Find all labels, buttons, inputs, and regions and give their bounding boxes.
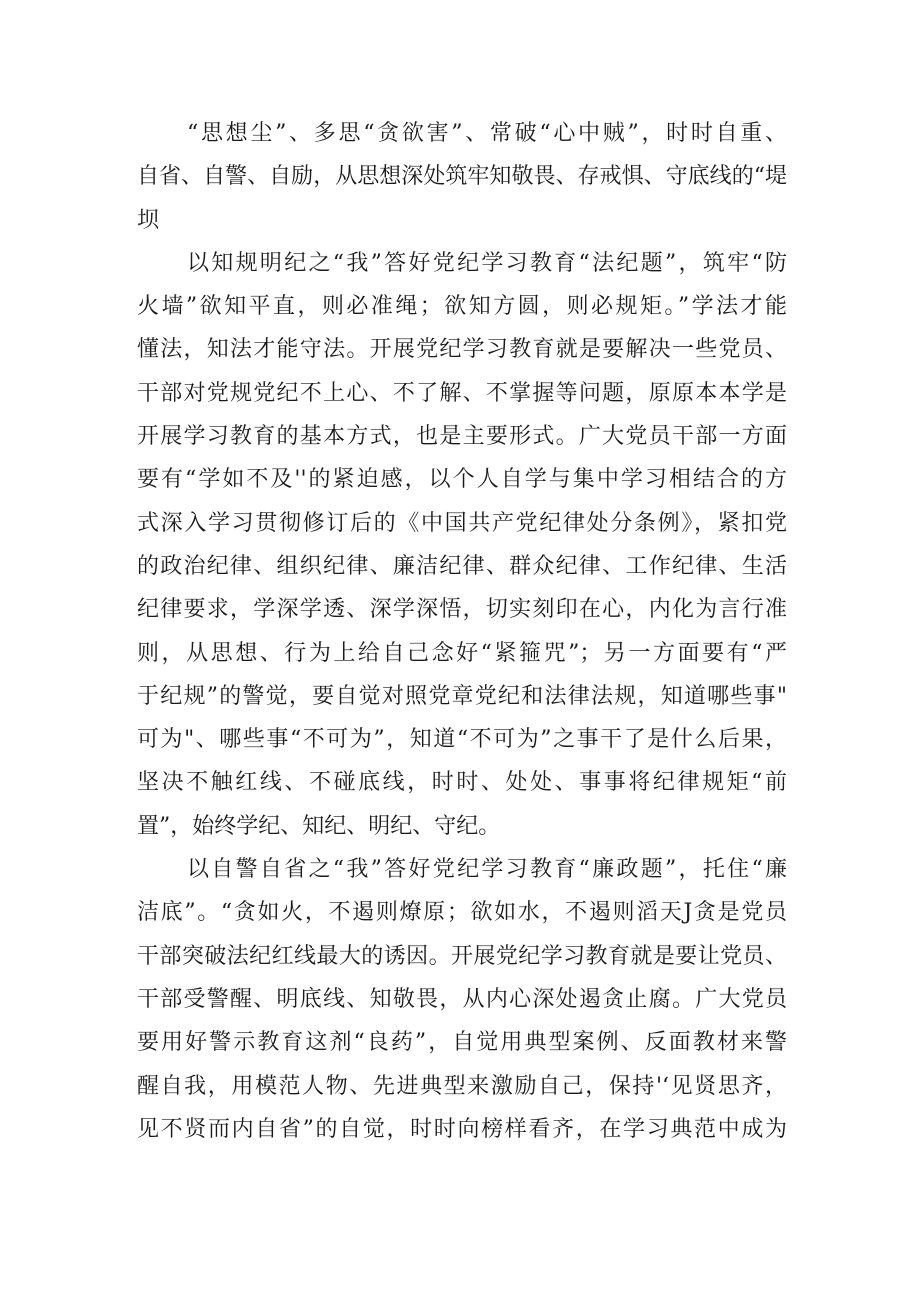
text-line: 见不贤而内自省”的自觉，时时向榜样看齐，在学习典范中成为 (137, 1116, 787, 1142)
paragraph-1 (137, 112, 787, 242)
text-line: 坝 (137, 207, 160, 233)
text-line: 要有“学如不及''的紧迫感，以个人自学与集中学习相结合的方 (137, 467, 787, 493)
text-line: 干部突破法纪红线最大的诱因。开展党纪学习教育就是要让党员、 (137, 943, 787, 969)
text-line: 洁底”。“贪如火，不遏则燎原；欲如水，不遏则滔天J贪是党员 (137, 900, 787, 926)
text-line: 置”，始终学纪、知纪、明纪、守纪。 (137, 813, 501, 839)
text-line: 则，从思想、行为上给自己念好“紧箍咒”；另一方面要有“严 (137, 640, 787, 666)
text-line: 要用好警示教育这剂“良药”，自觉用典型案例、反面教材来警 (137, 1030, 787, 1056)
text-line: 醒自我，用模范人物、先进典型来激励自己，保持'‘见贤思齐， (137, 1073, 787, 1099)
text-line: 坚决不触红线、不碰底线，时时、处处、事事将纪律规矩“前 (137, 770, 787, 796)
text-line: “思想尘”、多思“贪欲害”、常破“心中贼”，时时自重、 (187, 121, 787, 146)
document-body (137, 112, 787, 1151)
paragraph-2 (137, 242, 787, 848)
text-line: 干部对党规党纪不上心、不了解、不掌握等问题，原原本本学是 (137, 380, 787, 406)
text-line: 开展学习教育的基本方式，也是主要形式。广大党员干部一方面 (137, 424, 787, 450)
text-line: 式深入学习贯彻修订后的《中国共产党纪律处分条例》，紧扣党 (137, 510, 787, 536)
text-line: 自省、自警、自励，从思想深处筑牢知敬畏、存戒惧、守底线的“堤 (137, 164, 787, 190)
text-line: 可为"、哪些事“不可为”，知道“不可为”之事干了是什么后果， (137, 727, 787, 753)
text-line: 以自警自省之“我”答好党纪学习教育“廉政题”，托住“廉 (187, 857, 787, 883)
paragraph-3 (137, 848, 787, 1151)
text-line: 以知规明纪之“我”答好党纪学习教育“法纪题”，筑牢“防 (187, 250, 787, 276)
text-line: 火墙”欲知平直，则必准绳；欲知方圆，则必规矩。”学法才能 (137, 294, 787, 320)
text-line: 纪律要求，学深学透、深学深悟，切实刻印在心，内化为言行准 (137, 597, 787, 623)
text-line: 的政治纪律、组织纪律、廉洁纪律、群众纪律、工作纪律、生活 (137, 553, 787, 579)
text-line: 懂法，知法才能守法。开展党纪学习教育就是要解决一些党员、 (137, 337, 787, 363)
text-line: 于纪规”的警觉，要自觉对照党章党纪和法律法规，知道哪些事" (137, 683, 787, 709)
text-line: 干部受警醒、明底线、知敬畏，从内心深处遏贪止腐。广大党员 (137, 986, 787, 1012)
